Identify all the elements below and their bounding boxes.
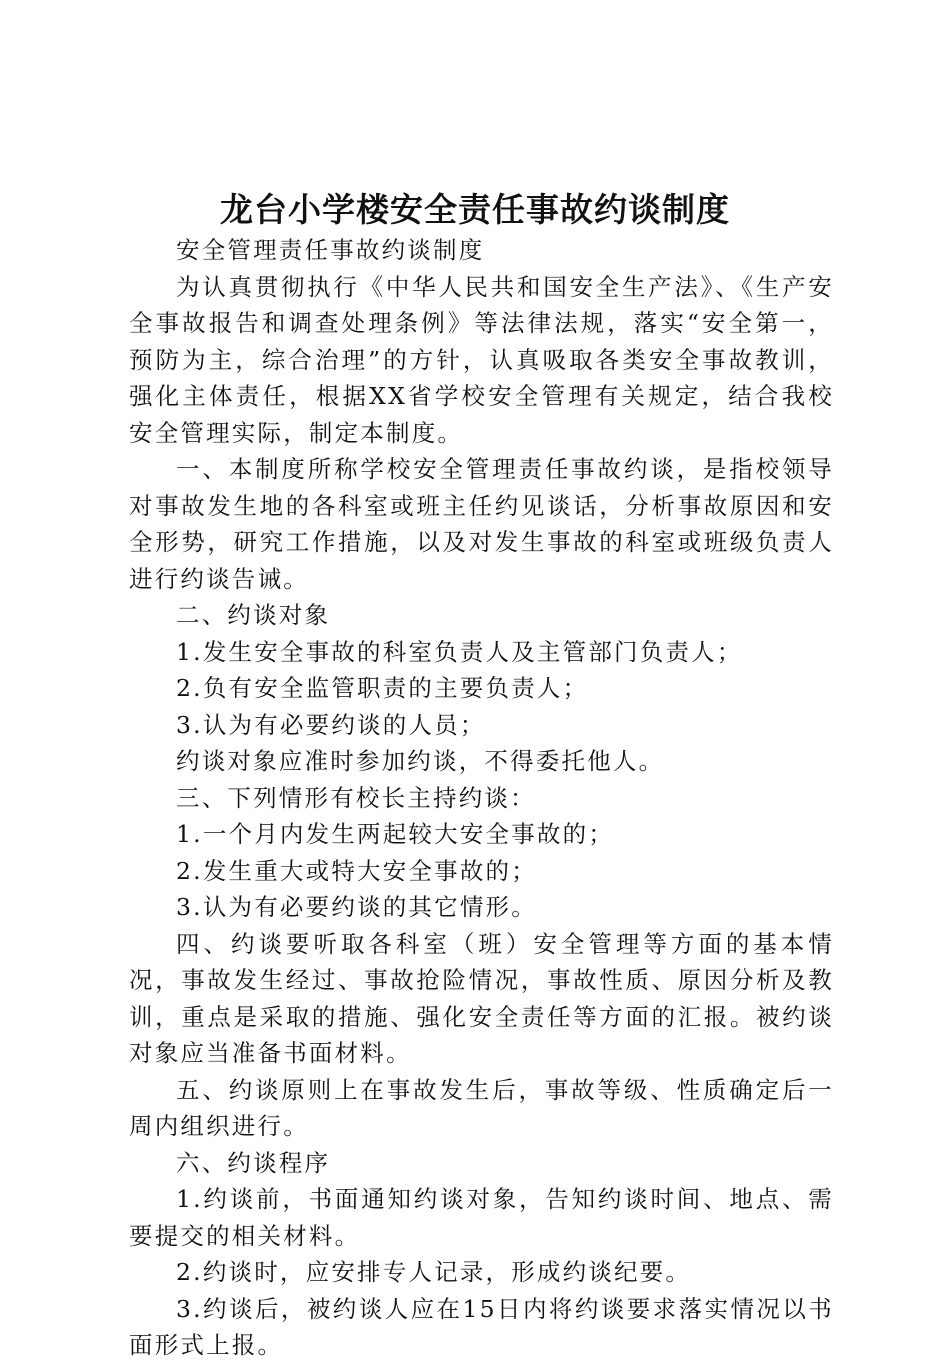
section-2-item-1: 1.发生安全事故的科室负责人及主管部门负责人； xyxy=(176,637,743,666)
section-2-note: 约谈对象应准时参加约谈，不得委托他人。 xyxy=(176,747,665,775)
section-6-item-1: 1.约谈前，书面通知约谈对象，告知约谈时间、地点、需要提交的相关材料。 xyxy=(129,1185,834,1250)
section-3-item-3: 3.认为有必要约谈的其它情形。 xyxy=(176,893,537,921)
section-6-heading: 六、约谈程序 xyxy=(176,1148,331,1177)
section-4-paragraph: 四、约谈要听取各科室（班）安全管理等方面的基本情况，事故发生经过、事故抢险情况，事故性质、原因分析及教训，重点是采取的措施、强化安全责任等方面的汇报。被约谈对象应当准备书面材料。 xyxy=(129,929,834,1067)
section-3-item-1: 1.一个月内发生两起较大安全事故的； xyxy=(176,820,615,848)
section-6-item-3: 3.约谈后，被约谈人应在15日内将约谈要求落实情况以书面形式上报。 xyxy=(129,1294,834,1359)
section-6-item-2: 2.约谈时，应安排专人记录，形成约谈纪要。 xyxy=(176,1258,692,1286)
section-2-item-3: 3.认为有必要约谈的人员； xyxy=(176,710,486,739)
section-5-paragraph: 五、约谈原则上在事故发生后，事故等级、性质确定后一周内组织进行。 xyxy=(129,1075,834,1140)
document-title: 龙台小学楼安全责任事故约谈制度 xyxy=(220,190,730,229)
subtitle-paragraph: 安全管理责任事故约谈制度 xyxy=(176,236,485,264)
section-3-item-2: 2.发生重大或特大安全事故的； xyxy=(176,856,537,885)
section-3-heading: 三、下列情形有校长主持约谈： xyxy=(176,783,536,812)
section-2-heading: 二、约谈对象 xyxy=(176,601,331,629)
intro-paragraph: 为认真贯彻执行《中华人民共和国安全生产法》、《生产安全事故报告和调查处理条例》等法律法规，落实“安全第一，预防为主，综合治理”的方针，认真吸取各类安全事故教训，强化主体责任，根据XX省学校安全管理有关规定，结合我校安全管理实际，制定本制度。 xyxy=(129,272,834,447)
document-body xyxy=(129,232,834,1364)
section-2-item-2: 2.负有安全监管职责的主要负责人； xyxy=(176,674,589,702)
section-1-paragraph: 一、本制度所称学校安全管理责任事故约谈，是指校领导对事故发生地的各科室或班主任约见谈话，分析事故原因和安全形势，研究工作措施，以及对发生事故的科室或班级负责人进行约谈告诫。 xyxy=(129,455,834,593)
